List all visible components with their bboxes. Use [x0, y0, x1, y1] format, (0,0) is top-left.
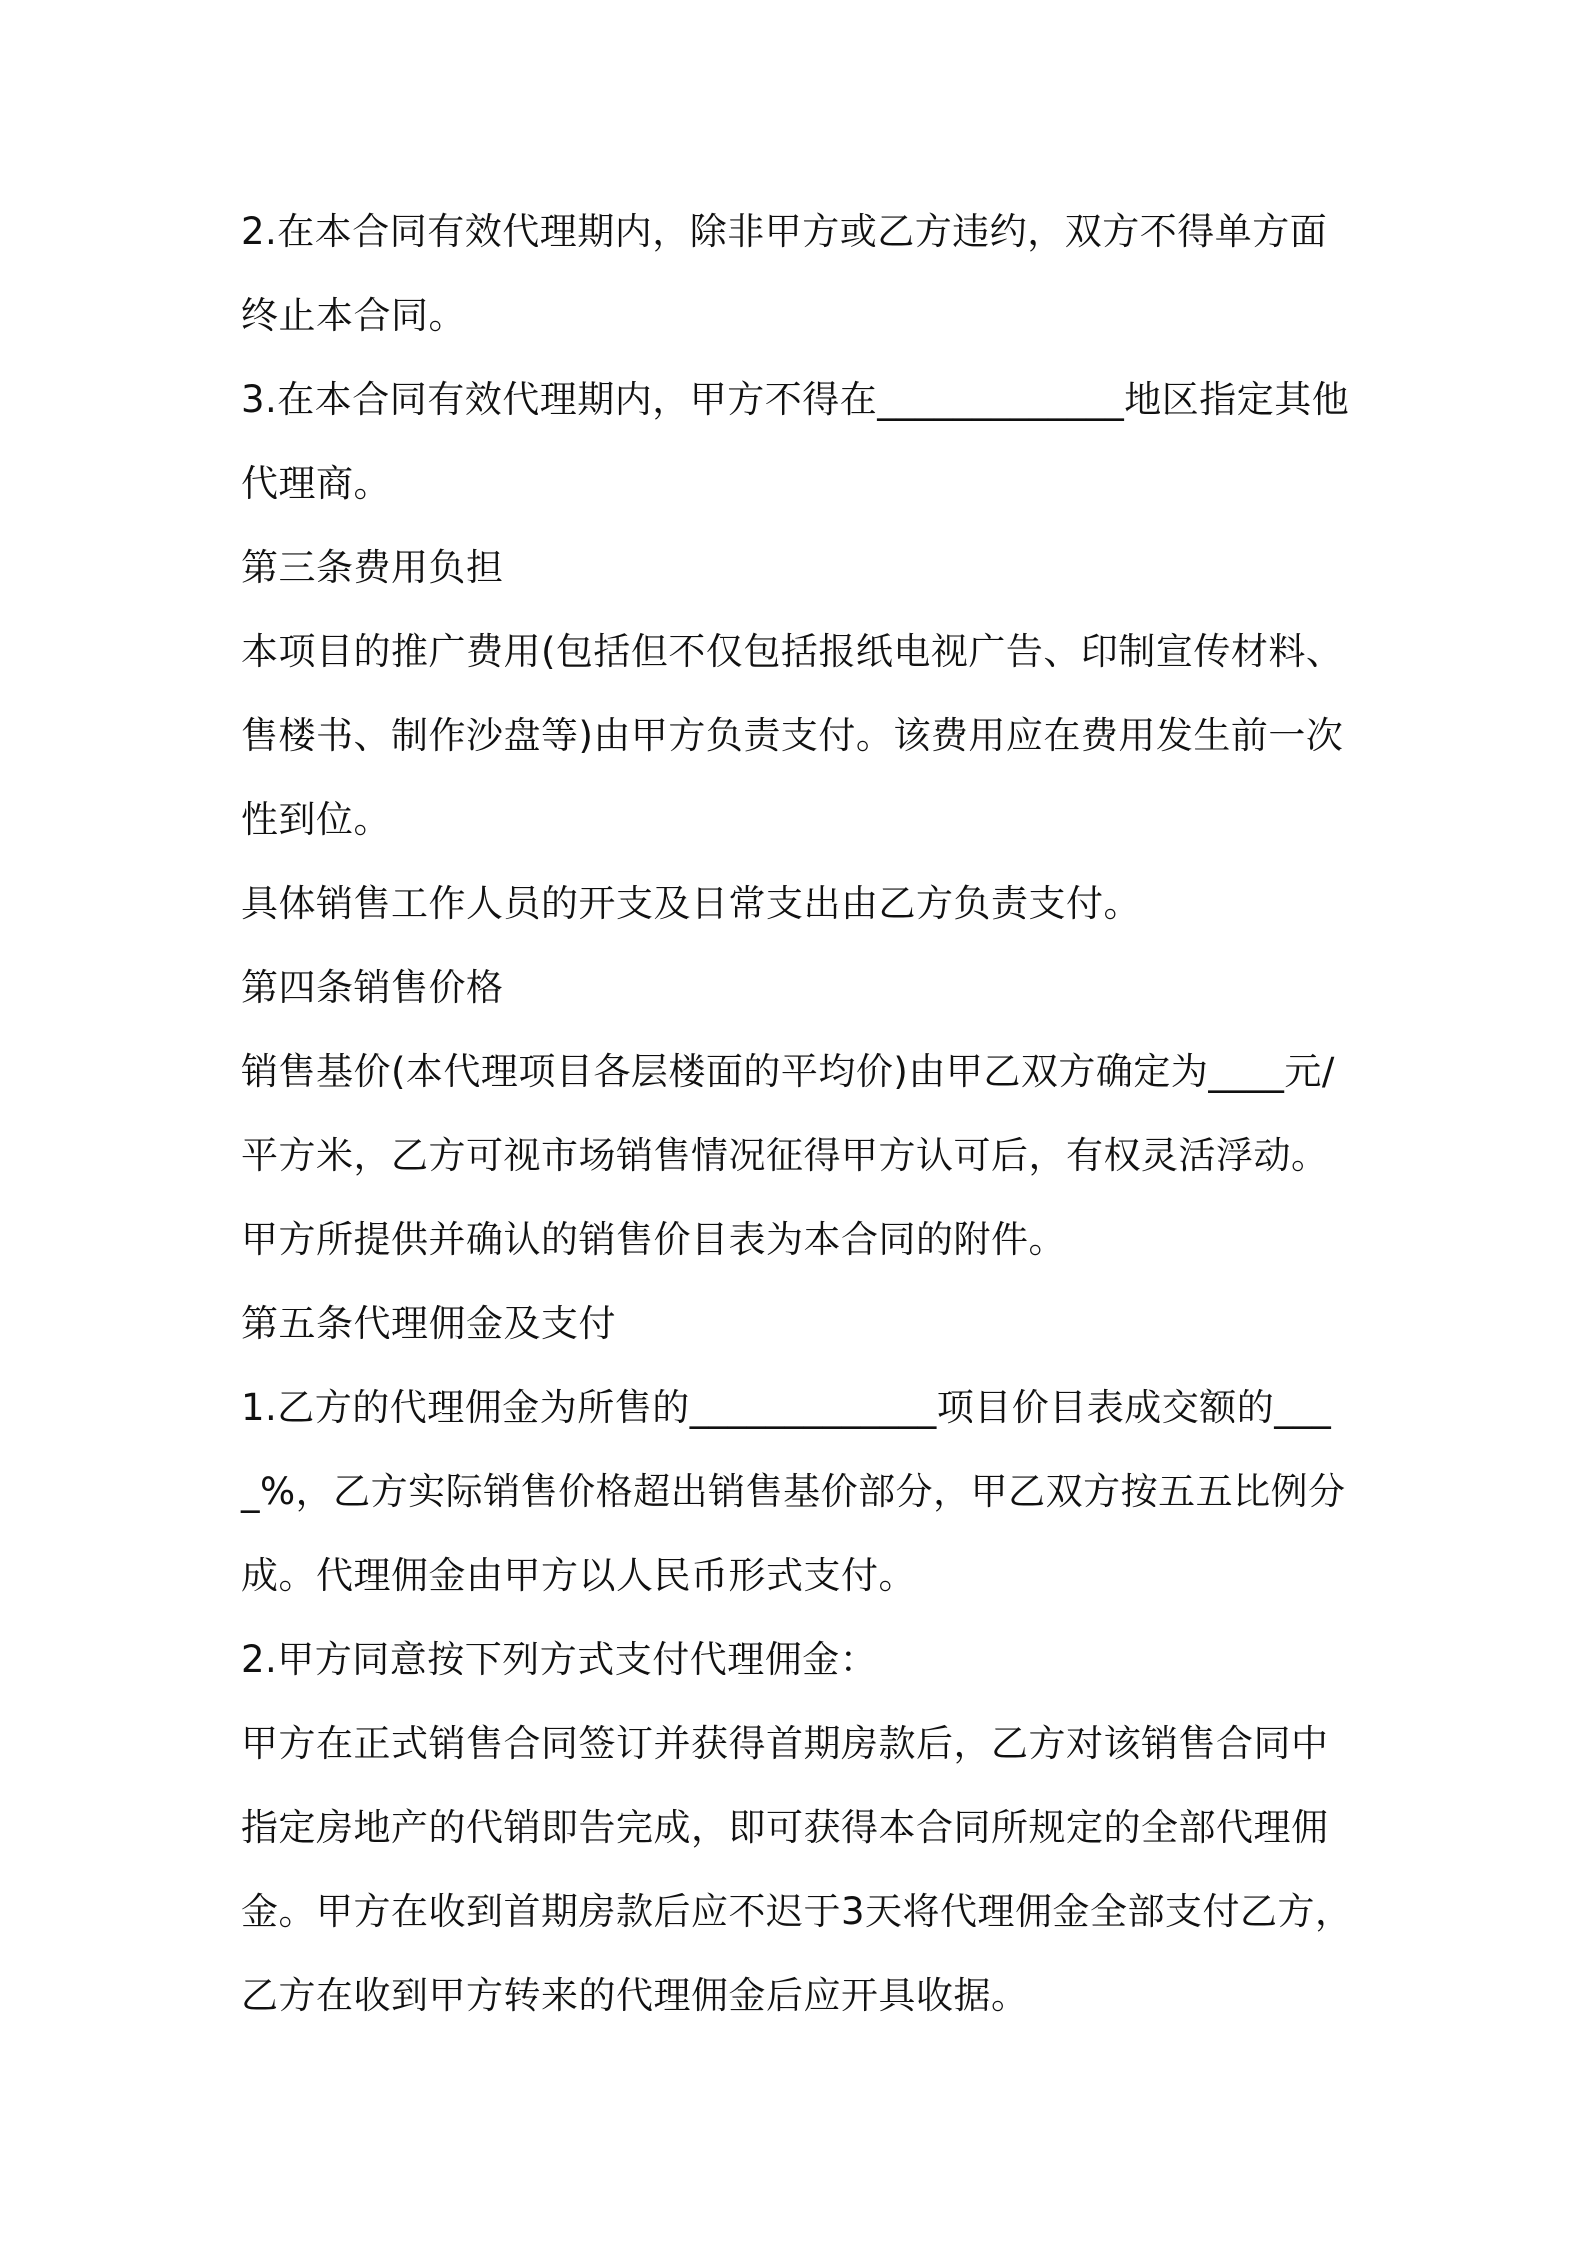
article-4-heading: 第四条销售价格: [241, 966, 504, 1009]
contract-text: [241, 190, 1361, 2038]
staff-expense-paragraph: 具体销售工作人员的开支及日常支出由乙方负责支付。: [241, 882, 1141, 925]
base-price-paragraph: 销售基价(本代理项目各层楼面的平均价)由甲乙双方确定为____元/平方米，乙方可视市场销售情况征得甲方认可后，有权灵活浮动。甲方所提供并确认的销售价目表为本合同的附件。: [241, 1050, 1335, 1261]
promotion-cost-paragraph: 本项目的推广费用(包括但不仅包括报纸电视广告、印制宣传材料、售楼书、制作沙盘等)由甲方负责支付。该费用应在费用发生前一次性到位。: [241, 630, 1344, 841]
payment-detail-paragraph: 甲方在正式销售合同签订并获得首期房款后，乙方对该销售合同中指定房地产的代销即告完成，即可获得本合同所规定的全部代理佣金。甲方在收到首期房款后应不迟于3天将代理佣金全部支付乙方，乙方在收到甲方转来的代理佣金后应开具收据。: [241, 1722, 1353, 2017]
clause-3-paragraph: 3.在本合同有效代理期内，甲方不得在_____________地区指定其他代理商。: [241, 378, 1350, 505]
clause-2-paragraph: 2.在本合同有效代理期内，除非甲方或乙方违约，双方不得单方面终止本合同。: [241, 210, 1328, 337]
payment-method-paragraph: 2.甲方同意按下列方式支付代理佣金：: [241, 1638, 878, 1681]
article-3-heading: 第三条费用负担: [241, 546, 504, 589]
commission-rate-paragraph: 1.乙方的代理佣金为所售的_____________项目价目表成交额的____%，乙方实际销售价格超出销售基价部分，甲乙双方按五五比例分成。代理佣金由甲方以人民币形式支付。: [241, 1386, 1346, 1597]
article-5-heading: 第五条代理佣金及支付: [241, 1302, 616, 1345]
